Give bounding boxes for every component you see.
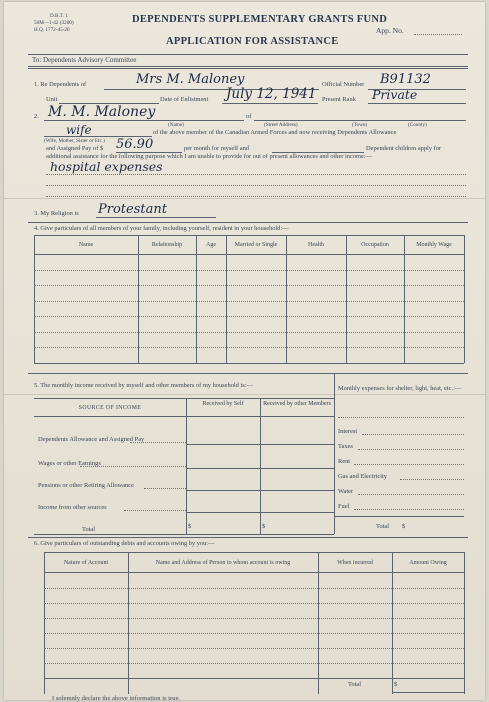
unit-label: Unit — [46, 96, 58, 103]
table-row[interactable] — [34, 347, 464, 348]
col-header-name: Name — [78, 242, 94, 248]
pay-value: 56.90 — [116, 137, 154, 152]
income-total-other-dollar: $ — [262, 523, 266, 530]
section-5-label: 5. The monthly income received by myself and other members of my household is:— — [34, 382, 253, 389]
table-border — [44, 572, 464, 573]
col-header-self: Received by Self — [202, 401, 244, 407]
expense-field[interactable] — [362, 434, 464, 435]
relation-value: wife — [66, 123, 92, 137]
children-text: Dependent children apply for — [366, 145, 442, 152]
expense-label-taxes: Taxes — [338, 443, 353, 450]
declaration-line-1: of the above member of the Canadian Armed Forces and now receiving Dependents Allowance — [153, 129, 397, 136]
divider — [28, 537, 468, 538]
table-border — [226, 235, 227, 363]
income-total-self-dollar: $ — [188, 523, 192, 530]
table-row[interactable] — [186, 468, 334, 469]
table-row[interactable] — [44, 663, 464, 664]
form-subtitle: APPLICATION FOR ASSISTANCE — [166, 36, 339, 47]
table-border — [128, 552, 129, 694]
col-header-marital: Married or Single — [234, 242, 278, 248]
divider — [28, 66, 468, 67]
section-4-label: 4. Give particulars of all members of your family, including yourself, resident in your household:— — [34, 225, 289, 232]
official-number-label: Official Number — [322, 81, 365, 88]
debts-total-label: Total — [348, 681, 362, 688]
table-row[interactable] — [34, 285, 464, 286]
col-header-relationship: Relationship — [151, 242, 183, 248]
table-row[interactable] — [34, 301, 464, 302]
religion-field[interactable] — [96, 217, 216, 218]
table-border — [34, 534, 334, 535]
town-caption: (Town) — [352, 122, 368, 128]
expense-field[interactable] — [358, 494, 464, 495]
address-field[interactable] — [254, 120, 466, 121]
table-row[interactable] — [44, 588, 464, 589]
per-month-text: per month for myself and — [184, 145, 249, 152]
rank-value: Private — [372, 87, 418, 102]
table-border — [44, 552, 45, 694]
table-border — [392, 552, 393, 694]
col-header-amount: Amount Owing — [409, 560, 447, 566]
section-6-label: 6. Give particulars of outstanding debts and accounts owing by you:— — [34, 540, 215, 547]
table-border — [186, 398, 187, 534]
official-number-value: B91132 — [380, 72, 431, 87]
divider — [28, 373, 468, 374]
expense-field[interactable] — [354, 509, 464, 510]
purpose-line[interactable] — [46, 185, 466, 186]
table-row[interactable] — [34, 332, 464, 333]
expenses-total-label: Total — [376, 523, 390, 530]
income-leader — [124, 510, 186, 511]
table-border — [34, 416, 334, 417]
rank-label: Present Rank — [322, 96, 356, 103]
table-row[interactable] — [44, 618, 464, 619]
table-border — [44, 678, 464, 679]
table-border — [464, 552, 465, 694]
expense-field[interactable] — [358, 449, 464, 450]
table-row[interactable] — [186, 490, 334, 491]
addressee: To: Dependents Advisory Committee — [32, 56, 137, 64]
purpose-line[interactable] — [46, 174, 466, 175]
table-row[interactable] — [34, 316, 464, 317]
col-header-when: When incurred — [337, 560, 373, 566]
col-header-age: Age — [206, 242, 216, 248]
declaration-line-3: additional assistance for the following purpose which I am unable to provide for out of present allowances and other income:— — [46, 153, 373, 160]
divider — [28, 222, 468, 223]
name-caption: (Name) — [168, 122, 184, 128]
table-border — [392, 692, 464, 693]
form-code: 50M—1-42 (3200) — [34, 20, 74, 26]
table-border — [346, 235, 347, 363]
table-border — [334, 516, 464, 517]
purpose-value: hospital expenses — [50, 159, 163, 174]
expenses-header: Monthly expenses for shelter, light, heat, etc.:— — [338, 385, 462, 392]
income-leader — [130, 442, 186, 443]
table-border — [260, 398, 261, 534]
form-code: D.B.T. 1 — [50, 13, 68, 19]
expense-field[interactable] — [338, 417, 464, 418]
income-leader — [144, 488, 186, 489]
table-border — [34, 235, 35, 363]
table-border — [138, 235, 139, 363]
table-border — [286, 235, 287, 363]
enlistment-label: Date of Enlistment — [160, 96, 209, 103]
expense-label-rent: Rent — [338, 458, 351, 465]
table-border — [44, 552, 464, 553]
table-row[interactable] — [186, 512, 334, 513]
section-2-number: 2. — [34, 113, 39, 120]
divider — [28, 54, 468, 55]
street-caption: (Street Address) — [264, 122, 298, 128]
col-header-occupation: Occupation — [361, 242, 389, 248]
application-form — [4, 2, 485, 700]
purpose-line[interactable] — [46, 196, 466, 197]
expense-label-fuel: Fuel — [338, 503, 350, 510]
income-total-label: Total — [82, 526, 96, 533]
income-row-label: Wages or other Earnings — [38, 460, 101, 467]
divider — [28, 68, 468, 69]
col-header-creditor: Name and Address of Person to whom account is owing — [155, 560, 291, 566]
table-border — [464, 235, 465, 363]
expense-field[interactable] — [354, 464, 464, 465]
table-row[interactable] — [44, 603, 464, 604]
relation-caption: (Wife, Mother, Sister or Etc.) — [44, 138, 105, 144]
enlistment-value: July 12, 1941 — [226, 86, 317, 102]
expenses-total-dollar: $ — [402, 523, 406, 530]
table-border — [34, 235, 464, 236]
table-border — [334, 374, 335, 534]
table-row[interactable] — [44, 633, 464, 634]
col-header-wage: Monthly Wage — [416, 242, 452, 248]
paper-fold — [4, 198, 485, 199]
col-header-health: Health — [308, 242, 324, 248]
income-row-label: Income from other sources — [38, 504, 107, 511]
applicant-name-field[interactable] — [44, 120, 244, 121]
re-dependents-label: 1. Re Dependents of — [34, 81, 87, 88]
rank-field[interactable] — [368, 103, 466, 104]
debts-total-dollar: $ — [394, 681, 398, 688]
table-border — [34, 363, 464, 364]
col-header-other-members: Received by other Members — [263, 401, 331, 407]
pay-label: and Assigned Pay of $ — [46, 145, 104, 152]
table-row[interactable] — [186, 444, 334, 445]
religion-value: Protestant — [98, 202, 167, 217]
table-border — [404, 235, 405, 363]
religion-label: 3. My Religion is — [34, 210, 79, 217]
table-border — [34, 254, 464, 255]
table-border — [318, 552, 319, 694]
table-row[interactable] — [44, 648, 464, 649]
table-border — [34, 398, 334, 399]
form-title: DEPENDENTS SUPPLEMENTARY GRANTS FUND — [132, 14, 388, 25]
declaration-footer: I solemnly declare the above information is true. — [52, 695, 181, 702]
table-row[interactable] — [34, 270, 464, 271]
col-header-nature: Nature of Account — [63, 560, 109, 566]
applicant-name-value: M. M. Maloney — [48, 104, 156, 120]
form-code: H.Q. 1772-45-20 — [34, 27, 70, 33]
paper-fold — [4, 394, 485, 395]
expense-label-interest: Interest — [338, 428, 358, 435]
income-row-label: Dependents Allowance and Assigned Pay — [38, 436, 145, 443]
expense-label-water: Water — [338, 488, 354, 495]
re-dependents-value: Mrs M. Maloney — [136, 72, 245, 87]
county-caption: (County) — [408, 122, 427, 128]
income-leader — [80, 466, 186, 467]
income-row-label: Pensions or other Retiring Allowance — [38, 482, 134, 489]
app-no-label: App. No. — [376, 26, 404, 35]
table-border — [196, 235, 197, 363]
app-no-field[interactable] — [414, 34, 462, 35]
col-header-source: SOURCE OF INCOME — [78, 405, 142, 411]
of-label: of — [246, 113, 252, 120]
expense-field[interactable] — [400, 479, 464, 480]
enlistment-field[interactable] — [222, 103, 318, 104]
expense-label-gas-electricity: Gas and Electricity — [338, 473, 387, 480]
